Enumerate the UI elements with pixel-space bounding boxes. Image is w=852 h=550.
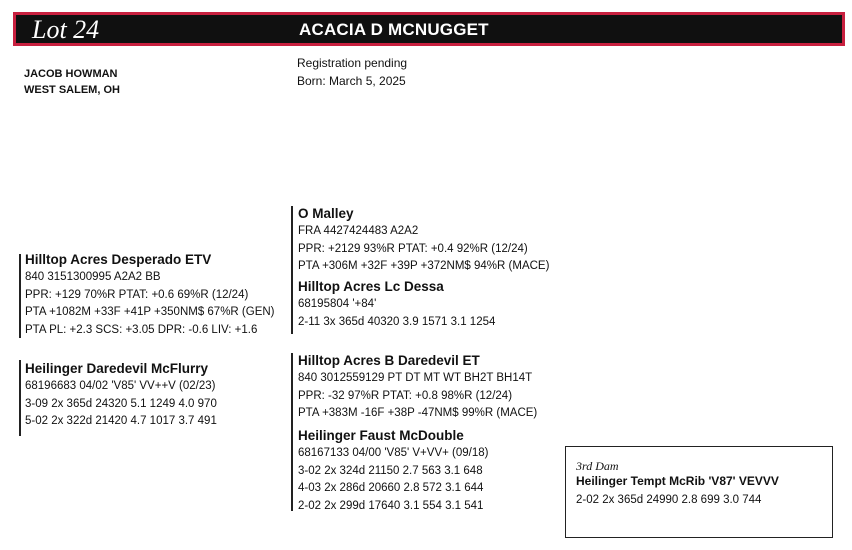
dams-dam-line: 68167133 04/00 'V85' V+VV+ (09/18) xyxy=(298,447,489,459)
birth-date: Born: March 5, 2025 xyxy=(297,74,406,88)
dams-sire-line: 840 3012559129 PT DT MT WT BH2T BH14T xyxy=(298,372,533,384)
registration-info xyxy=(297,54,407,90)
sire-line: 840 3151300995 A2A2 BB xyxy=(25,271,161,283)
sires-sire-block xyxy=(298,205,549,276)
sire-bracket xyxy=(19,254,21,338)
sire-line: PTA +1082M +33F +41P +350NM$ 67%R (GEN) xyxy=(25,306,275,318)
sires-dam-block xyxy=(298,278,495,331)
dam-line: 3-09 2x 365d 24320 5.1 1249 4.0 970 xyxy=(25,397,217,410)
sires-sire-line: PTA +306M +32F +39P +372NM$ 94%R (MACE) xyxy=(298,260,550,272)
sire-line: PPR: +129 70%R PTAT: +0.6 69%R (12/24) xyxy=(25,288,249,301)
third-dam-name: Heilinger Tempt McRib 'V87' VEVVV xyxy=(576,474,779,488)
dams-dam-line: 3-02 2x 324d 21150 2.7 563 3.1 648 xyxy=(298,464,483,477)
dams-sire-line: PTA +383M -16F +38P -47NM$ 99%R (MACE) xyxy=(298,407,538,419)
registration-status: Registration pending xyxy=(297,56,408,70)
dams-dam-line: 2-02 2x 299d 17640 3.1 554 3.1 541 xyxy=(298,499,484,512)
sire-line: PTA PL: +2.3 SCS: +3.05 DPR: -0.6 LIV: +1.6 xyxy=(25,323,258,336)
sires-sire-bracket xyxy=(291,206,293,334)
consignor-name: JACOB HOWMAN xyxy=(24,68,118,80)
third-dam-box xyxy=(565,446,833,538)
sires-sire-line: FRA 4427424483 A2A2 xyxy=(298,225,419,237)
sire-block xyxy=(25,251,275,339)
dams-sire-block xyxy=(298,352,537,423)
third-dam-record: 2-02 2x 365d 24990 2.8 699 3.0 744 xyxy=(576,494,762,506)
animal-name: ACACIA D MCNUGGET xyxy=(299,20,489,39)
consignor-location: WEST SALEM, OH xyxy=(24,84,120,96)
dams-sire-line: PPR: -32 97%R PTAT: +0.8 98%R (12/24) xyxy=(298,389,513,402)
sires-sire-line: PPR: +2129 93%R PTAT: +0.4 92%R (12/24) xyxy=(298,242,528,255)
consignor-info xyxy=(24,66,120,98)
dams-dam-name: Heilinger Faust McDouble xyxy=(298,428,464,443)
sires-dam-line: 2-11 3x 365d 40320 3.9 1571 3.1 1254 xyxy=(298,315,496,328)
sires-dam-line: 68195804 '+84' xyxy=(298,298,377,310)
dam-line: 5-02 2x 322d 21420 4.7 1017 3.7 491 xyxy=(25,415,217,427)
dams-sire-name: Hilltop Acres B Daredevil ET xyxy=(298,353,480,368)
sire-name: Hilltop Acres Desperado ETV xyxy=(25,252,212,267)
third-dam-label: 3rd Dam xyxy=(576,459,619,473)
lot-number: Lot 24 xyxy=(32,15,100,44)
dam-line: 68196683 04/02 'V85' VV++V (02/23) xyxy=(25,380,216,392)
dams-sire-bracket xyxy=(291,353,293,511)
sires-dam-name: Hilltop Acres Lc Dessa xyxy=(298,279,444,294)
sires-sire-name: O Malley xyxy=(298,206,354,221)
dam-block xyxy=(25,360,217,431)
dams-dam-line: 4-03 2x 286d 20660 2.8 572 3.1 644 xyxy=(298,482,484,494)
dams-dam-block xyxy=(298,427,488,515)
lot-header-bar xyxy=(13,12,845,46)
dam-bracket xyxy=(19,360,21,436)
dam-name: Heilinger Daredevil McFlurry xyxy=(25,361,209,376)
